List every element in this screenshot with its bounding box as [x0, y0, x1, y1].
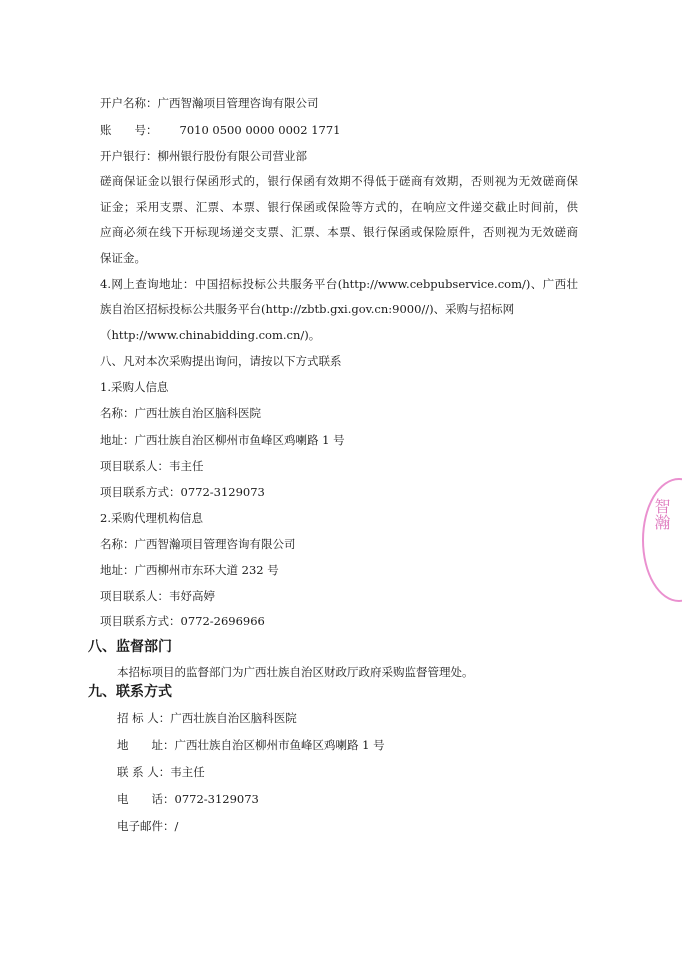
contact-heading: 九、联系方式	[88, 684, 172, 700]
account-number-row	[100, 123, 340, 137]
deposit-line: 应商必须在线下开标现场递交支票、汇票、本票、银行保函或保险原件，否则视为无效磋商	[100, 225, 578, 239]
inquiry-heading: 八、凡对本次采购提出询问，请按以下方式联系	[100, 354, 342, 368]
agency-title: 2.采购代理机构信息	[100, 511, 203, 525]
contact-email: 电子邮件：/	[117, 819, 179, 833]
purchaser-name: 名称：广西壮族自治区脑科医院	[100, 406, 261, 420]
online-query-line: （http://www.chinabidding.com.cn/)。	[100, 328, 321, 342]
deposit-line: 证金；采用支票、汇票、本票、银行保函或保险等方式的，在响应文件递交截止时间前，供	[100, 200, 578, 214]
account-number-label: 账 号：	[100, 123, 158, 137]
online-query-line: 族自治区招标投标公共服务平台(http://zbtb.gxi.gov.cn:9000//)、采购与招标网	[100, 302, 515, 316]
deposit-line: 保证金。	[100, 251, 146, 265]
supervision-heading: 八、监督部门	[88, 639, 172, 655]
seal-stamp-text: 智瀚	[652, 498, 671, 530]
supervision-text: 本招标项目的监督部门为广西壮族自治区财政厅政府采购监督管理处。	[117, 665, 474, 679]
contact-person: 联 系 人：韦主任	[117, 765, 205, 779]
purchaser-phone: 项目联系方式：0772-3129073	[100, 485, 265, 499]
contact-address: 地 址：广西壮族自治区柳州市鱼峰区鸡喇路 1 号	[117, 738, 385, 752]
agency-name: 名称：广西智瀚项目管理咨询有限公司	[100, 537, 296, 551]
online-query-line: 4.网上查询地址：中国招标投标公共服务平台(http://www.cebpubservice.com/)、广西壮	[100, 277, 578, 291]
contact-tenderer: 招 标 人：广西壮族自治区脑科医院	[117, 711, 297, 725]
seal-stamp	[642, 478, 682, 602]
deposit-line: 磋商保证金以银行保函形式的，银行保函有效期不得低于磋商有效期，否则视为无效磋商保	[100, 174, 578, 188]
agency-contact: 项目联系人：韦妤高婷	[100, 589, 215, 603]
agency-phone: 项目联系方式：0772-2696966	[100, 614, 265, 628]
purchaser-address: 地址：广西壮族自治区柳州市鱼峰区鸡喇路 1 号	[100, 433, 345, 447]
account-name: 开户名称：广西智瀚项目管理咨询有限公司	[100, 96, 319, 110]
account-bank: 开户银行：柳州银行股份有限公司营业部	[100, 149, 307, 163]
agency-address: 地址：广西柳州市东环大道 232 号	[100, 563, 279, 577]
account-number: 7010 0500 0000 0002 1771	[179, 123, 341, 137]
purchaser-contact: 项目联系人：韦主任	[100, 459, 204, 473]
purchaser-title: 1.采购人信息	[100, 380, 169, 394]
contact-phone: 电 话：0772-3129073	[117, 792, 259, 806]
